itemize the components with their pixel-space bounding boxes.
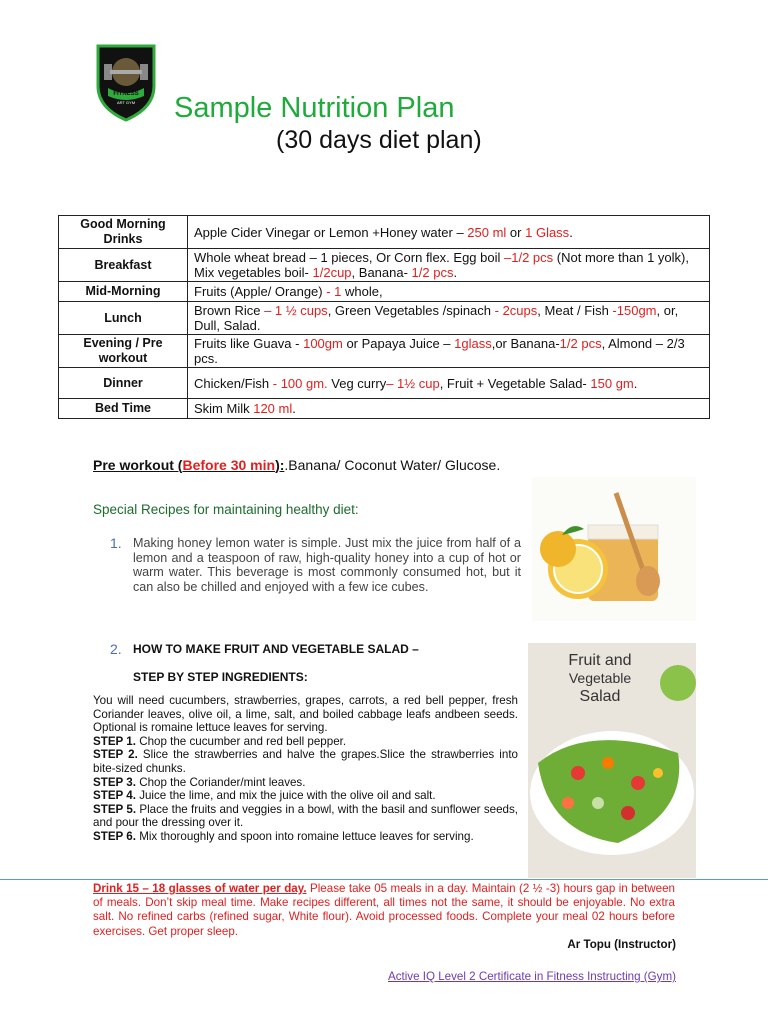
meal-description-cell: Whole wheat bread – 1 pieces, Or Corn flex. Egg boil –1/2 pcs (Not more than 1 yolk), Mix vegetables boil- 1/2cup, Banana- 1/2 pcs.: [188, 249, 710, 282]
divider-line: [0, 879, 768, 880]
table-row: [59, 216, 710, 249]
table-row: [59, 335, 710, 368]
table-row: [59, 399, 710, 419]
recipe-2-number: 2.: [110, 641, 122, 657]
recipe-2-heading: HOW TO MAKE FRUIT AND VEGETABLE SALAD –: [133, 642, 419, 656]
meal-description-cell: Skim Milk 120 ml.: [188, 399, 710, 419]
honey-lemon-image: [532, 477, 696, 621]
table-row: [59, 249, 710, 282]
meal-description-cell: Brown Rice – 1 ½ cups, Green Vegetables /spinach - 2cups, Meat / Fish -150gm, or, Dull, Salad.: [188, 302, 710, 335]
page-title: Sample Nutrition Plan: [174, 92, 455, 124]
table-row: [59, 368, 710, 399]
table-row: [59, 302, 710, 335]
pre-workout-label: Pre workout (Before 30 min):: [93, 457, 285, 473]
salad-image-title-3: Salad: [579, 688, 621, 705]
pre-workout-text: .Banana/ Coconut Water/ Glucose.: [284, 457, 501, 473]
salad-step: STEP 1. Chop the cucumber and red bell pepper.: [93, 734, 347, 748]
meal-time-cell: Mid-Morning: [59, 282, 188, 302]
pre-workout-line: [93, 457, 500, 473]
table-row: [59, 282, 710, 302]
gym-logo: [94, 42, 158, 122]
meal-time-cell: Breakfast: [59, 249, 188, 282]
recipe-1-text: Making honey lemon water is simple. Just mix the juice from half of a lemon and a teaspoon of raw, high-quality honey into a cup of hot or warm water. This beverage is most commonly consumed hot, but it can also be chilled and enjoyed with a few ice cubes.: [133, 536, 521, 594]
fruit-salad-image: [528, 643, 696, 878]
svg-text:FITNESS: FITNESS: [113, 91, 139, 97]
nutrition-table: [58, 215, 710, 419]
salad-image-title-2: Vegetable: [568, 670, 632, 686]
meal-time-cell: Bed Time: [59, 399, 188, 419]
salad-intro: You will need cucumbers, strawberries, grapes, carrots, a red bell pepper, fresh Coriander leaves, olive oil, a lime, salt, and boiled cabbage leafs andbeen seeds. Optional is romaine lettuce leaves for serving.: [93, 694, 518, 735]
recipe-1-number: 1.: [110, 535, 122, 551]
instructor-name: Ar Topu (Instructor): [567, 938, 676, 951]
meal-time-cell: Lunch: [59, 302, 188, 335]
special-recipes-heading: Special Recipes for maintaining healthy diet:: [93, 502, 359, 517]
recipe-2-subheading: STEP BY STEP INGREDIENTS:: [133, 670, 308, 684]
meal-description-cell: Chicken/Fish - 100 gm. Veg curry– 1½ cup, Fruit + Vegetable Salad- 150 gm.: [188, 368, 710, 399]
salad-instructions: [93, 694, 518, 844]
salad-step: STEP 5. Place the fruits and veggies in a bowl, with the basil and sunflower seeds, and pour the dressing over it.: [93, 802, 518, 830]
diet-notes: [93, 882, 675, 939]
svg-text:ART GYM: ART GYM: [116, 100, 136, 105]
meal-time-cell: Evening / Pre workout: [59, 335, 188, 368]
meal-description-cell: Fruits (Apple/ Orange) - 1 whole,: [188, 282, 710, 302]
salad-image-title-1: Fruit and: [568, 652, 632, 669]
meal-time-cell: Dinner: [59, 368, 188, 399]
salad-step: STEP 4. Juice the lime, and mix the juice with the olive oil and salt.: [93, 789, 436, 803]
meal-description-cell: Apple Cider Vinegar or Lemon +Honey water – 250 ml or 1 Glass.: [188, 216, 710, 249]
salad-step: STEP 6. Mix thoroughly and spoon into romaine lettuce leaves for serving.: [93, 829, 474, 843]
diet-guidelines: Please take 05 meals in a day. Maintain (2 ½ -3) hours gap in between of meals. Don’t skip meal time. Make recipes different, all times not the same, it should be enjoyable. No extra salt. No refined carbs (refined sugar, White flour). Avoid processed foods. Complete your meal 02 hours before exercises. Get proper sleep.: [93, 882, 676, 938]
page-subtitle: (30 days diet plan): [276, 126, 482, 154]
salad-step: STEP 2. Slice the strawberries and halve the grapes.Slice the strawberries into bite-sized chunks.: [93, 748, 518, 775]
certificate-link[interactable]: Active IQ Level 2 Certificate in Fitness Instructing (Gym): [387, 970, 676, 983]
water-intake-note: Drink 15 – 18 glasses of water per day.: [93, 882, 307, 895]
meal-description-cell: Fruits like Guava - 100gm or Papaya Juice – 1glass,or Banana-1/2 pcs, Almond – 2/3 pcs.: [188, 335, 710, 368]
meal-time-cell: Good Morning Drinks: [59, 216, 188, 249]
salad-step: STEP 3. Chop the Coriander/mint leaves.: [93, 775, 306, 789]
